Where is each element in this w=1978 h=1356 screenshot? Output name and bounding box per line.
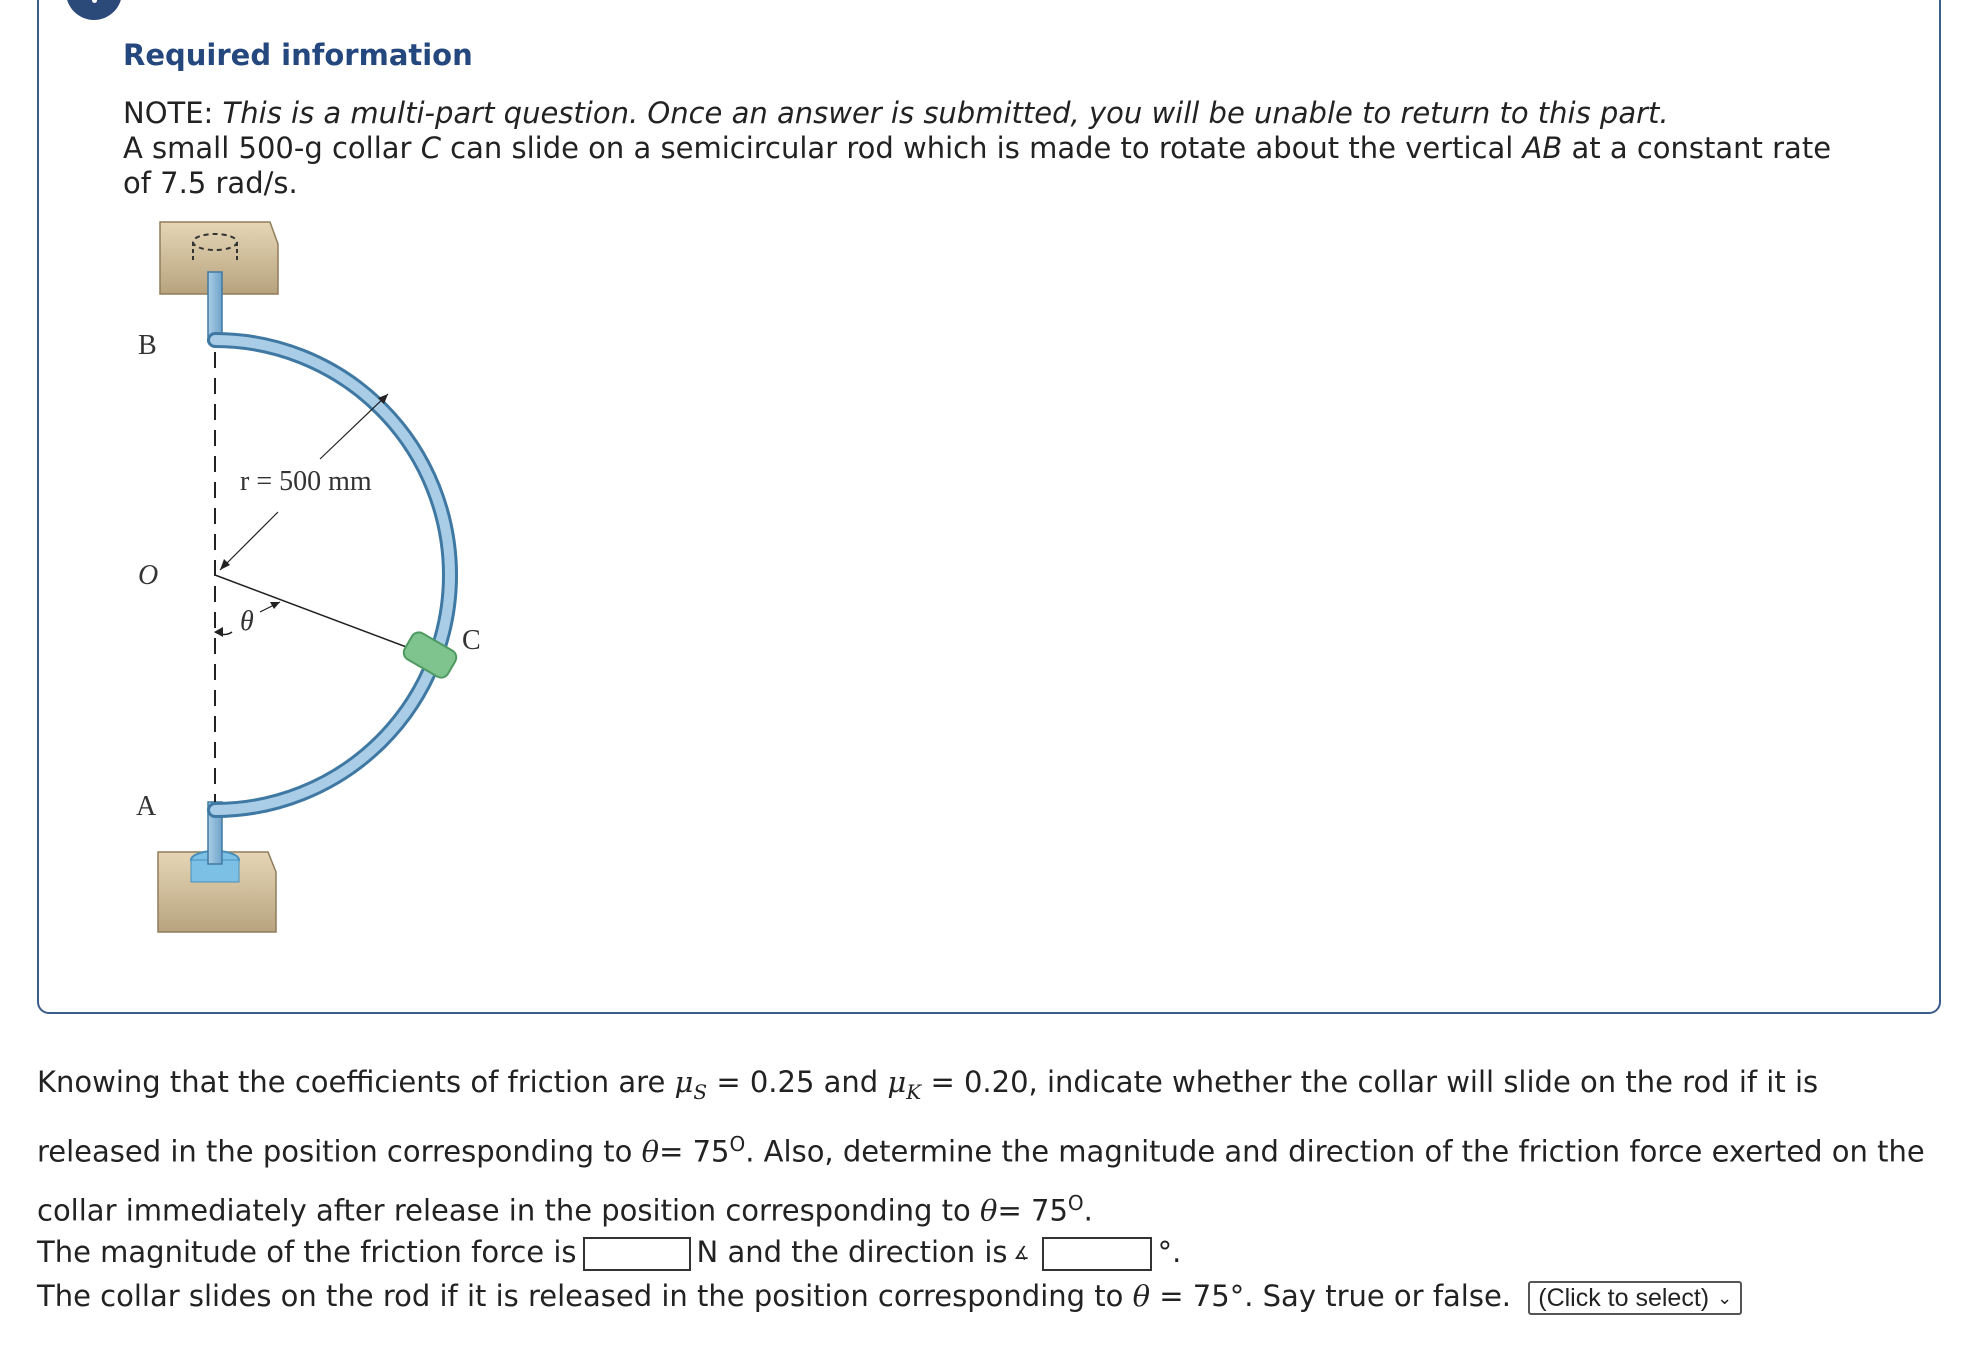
required-info-title: Required information bbox=[123, 38, 473, 72]
select-value: (Click to select) bbox=[1538, 1284, 1710, 1312]
true-false-select[interactable] bbox=[1528, 1281, 1742, 1315]
mu-s-subscript: S bbox=[693, 1079, 708, 1104]
question-part-4: = 75 bbox=[659, 1134, 730, 1169]
degree-mark: O bbox=[729, 1131, 746, 1156]
label-theta: θ bbox=[240, 606, 254, 637]
chevron-down-icon: ⌄ bbox=[1717, 1288, 1733, 1308]
collar-rod-figure bbox=[120, 212, 560, 942]
rod-stub-top bbox=[208, 272, 222, 342]
label-C: C bbox=[462, 625, 481, 656]
theta-symbol-2: θ bbox=[980, 1194, 998, 1229]
direction-prompt: N and the direction is bbox=[696, 1235, 1008, 1269]
problem-text-3: at a constant rate of 7.5 rad/s. bbox=[123, 131, 1832, 200]
problem-text-2: can slide on a semicircular rod which is made to rotate about the vertical bbox=[450, 131, 1514, 165]
problem-text-1: A small 500-g collar bbox=[123, 131, 412, 165]
axis-symbol: AB bbox=[1522, 131, 1563, 165]
radius-label: r = 500 mm bbox=[240, 466, 372, 497]
degree-suffix: °. bbox=[1157, 1235, 1182, 1269]
note-label: NOTE: bbox=[123, 96, 214, 130]
answer-line-friction bbox=[37, 1232, 1181, 1274]
friction-direction-input[interactable] bbox=[1042, 1237, 1152, 1271]
info-icon bbox=[66, 0, 122, 20]
mu-s-symbol: μ bbox=[674, 1065, 694, 1099]
friction-prompt: The magnitude of the friction force is bbox=[37, 1235, 577, 1269]
question-part-3: = 0.20, indicate whether the collar will slide on the rod if it is released in the position corresponding to bbox=[37, 1065, 1819, 1169]
problem-note bbox=[123, 96, 1843, 201]
question-part-1: Knowing that the coefficients of friction are bbox=[37, 1065, 666, 1099]
label-A: A bbox=[136, 791, 157, 822]
radius-arrow-out bbox=[320, 394, 388, 459]
question-text bbox=[37, 1056, 1937, 1237]
question-part-2: = 0.25 and bbox=[716, 1065, 879, 1099]
slides-prompt-end: = 75°. Say true or false. bbox=[1159, 1279, 1512, 1313]
question-part-6: = 75 bbox=[997, 1194, 1068, 1229]
angle-icon: ∡ bbox=[1013, 1243, 1030, 1264]
note-line bbox=[123, 96, 1843, 131]
collar-C bbox=[401, 630, 459, 681]
slides-prompt: The collar slides on the rod if it is released in the position corresponding to bbox=[37, 1279, 1124, 1313]
answer-line-slides bbox=[37, 1276, 1742, 1316]
degree-mark-2: O bbox=[1067, 1191, 1084, 1216]
mu-k-symbol: μ bbox=[887, 1065, 907, 1099]
note-text: This is a multi-part question. Once an answer is submitted, you will be unable to return to this part. bbox=[222, 96, 1669, 130]
question-part-7: . bbox=[1083, 1194, 1093, 1229]
collar-symbol: C bbox=[420, 131, 441, 165]
label-O: O bbox=[138, 560, 159, 591]
radius-arrow-in bbox=[220, 512, 278, 570]
mu-k-subscript: K bbox=[906, 1079, 922, 1104]
friction-magnitude-input[interactable] bbox=[583, 1237, 691, 1271]
question-part-5: . Also, determine the magnitude and direction of the friction force exerted on the collar immediately after release in the position corresponding to bbox=[37, 1134, 1925, 1229]
problem-statement bbox=[123, 131, 1843, 201]
theta-symbol-3: θ bbox=[1132, 1279, 1151, 1313]
semicircular-rod bbox=[215, 340, 450, 810]
label-B: B bbox=[138, 330, 157, 361]
theta-symbol: θ bbox=[641, 1134, 660, 1169]
